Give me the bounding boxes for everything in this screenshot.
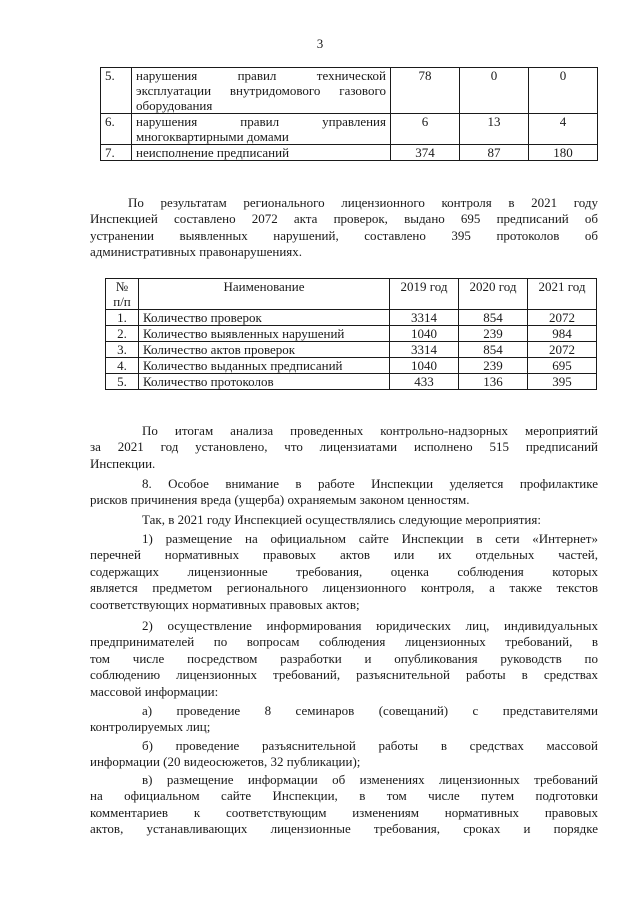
value-2020: 239 bbox=[459, 358, 528, 374]
prevention-paragraph: 8. Особое внимание в работе Инспекции уделяется профилактике рисков причинения вреда (ущерба) охраняемым законом ценностям. bbox=[90, 476, 598, 508]
measure-2c-paragraph: в) размещение информации об изменениях лицензионных требований на официальном сайте Инспекции, в том числе путем подготовки комментариев к соответствующим изменениям нормативных правовых актов, устанавливающих лицензионные требования, сроках и порядке bbox=[90, 772, 598, 837]
table-row bbox=[106, 374, 597, 390]
value-2019: 3314 bbox=[390, 342, 459, 358]
row-number: 4. bbox=[106, 358, 139, 374]
analysis-paragraph: По итогам анализа проведенных контрольно-надзорных мероприятий за 2021 год установлено, что лицензиатами исполнено 515 предписаний Инспекции. bbox=[90, 423, 598, 471]
measure-2b-paragraph: б) проведение разъяснительной работы в средствах массовой информации (20 видеосюжетов, 32 публикации); bbox=[90, 738, 598, 770]
table-header-row bbox=[106, 279, 597, 310]
row-name: Количество проверок bbox=[139, 310, 390, 326]
header-year-2020: 2020 год bbox=[459, 279, 528, 310]
value-2019: 433 bbox=[390, 374, 459, 390]
value-2021: 395 bbox=[528, 374, 597, 390]
header-year-2019: 2019 год bbox=[390, 279, 459, 310]
header-number: № п/п bbox=[106, 279, 139, 310]
value-2021: 695 bbox=[528, 358, 597, 374]
row-description: нарушения правил технической эксплуатации внутридомового газового оборудования bbox=[132, 68, 391, 114]
value-2019: 1040 bbox=[390, 326, 459, 342]
table-row bbox=[106, 358, 597, 374]
row-name: Количество актов проверок bbox=[139, 342, 390, 358]
header-name: Наименование bbox=[139, 279, 390, 310]
table-row bbox=[106, 342, 597, 358]
value-2020: 136 bbox=[459, 374, 528, 390]
table-row bbox=[101, 145, 598, 161]
row-number: 1. bbox=[106, 310, 139, 326]
table-row bbox=[101, 68, 598, 114]
value-2020: 854 bbox=[459, 310, 528, 326]
row-number: 3. bbox=[106, 342, 139, 358]
value-2020: 239 bbox=[459, 326, 528, 342]
value-2021: 984 bbox=[528, 326, 597, 342]
row-description: нарушения правил управления многоквартирными домами bbox=[132, 114, 391, 145]
value-2021: 2072 bbox=[528, 342, 597, 358]
measure-2-paragraph: 2) осуществление информирования юридических лиц, индивидуальных предпринимателей по вопросам соблюдения лицензионных требований, в том числе посредством разработки и опубликования руководств по соблюдению лицензионных требований, разъяснительной работы в средствах массовой информации: bbox=[90, 618, 598, 699]
value-2020: 854 bbox=[459, 342, 528, 358]
violations-table bbox=[100, 67, 598, 161]
measure-2a-paragraph: а) проведение 8 семинаров (совещаний) с представителями контролируемых лиц; bbox=[90, 703, 598, 735]
value-2020: 87 bbox=[460, 145, 529, 161]
value-2020: 0 bbox=[460, 68, 529, 114]
measure-1-paragraph: 1) размещение на официальном сайте Инспекции в сети «Интернет» перечней нормативных правовых актов или их отдельных частей, содержащих лицензионные требования, оценка соблюдения которых является предметом регионального лицензионного контроля, а также текстов соответствующих нормативных правовых актов; bbox=[90, 531, 598, 612]
row-name: Количество выданных предписаний bbox=[139, 358, 390, 374]
value-2021: 0 bbox=[529, 68, 598, 114]
value-2019: 1040 bbox=[390, 358, 459, 374]
value-2019: 78 bbox=[391, 68, 460, 114]
row-number: 2. bbox=[106, 326, 139, 342]
measures-intro-paragraph: Так, в 2021 году Инспекцией осуществлялись следующие мероприятия: bbox=[142, 512, 541, 527]
row-number: 6. bbox=[101, 114, 132, 145]
header-year-2021: 2021 год bbox=[528, 279, 597, 310]
value-2019: 6 bbox=[391, 114, 460, 145]
results-paragraph: По результатам регионального лицензионного контроля в 2021 году Инспекцией составлено 2072 акта проверок, выдано 695 предписаний об устранении выявленных нарушений, составлено 395 протоколов об административных правонарушениях. bbox=[90, 195, 598, 260]
table-row bbox=[106, 326, 597, 342]
value-2020: 13 bbox=[460, 114, 529, 145]
value-2021: 2072 bbox=[528, 310, 597, 326]
value-2019: 374 bbox=[391, 145, 460, 161]
statistics-table bbox=[105, 278, 597, 390]
table-row bbox=[106, 310, 597, 326]
row-name: Количество выявленных нарушений bbox=[139, 326, 390, 342]
row-number: 5. bbox=[101, 68, 132, 114]
value-2019: 3314 bbox=[390, 310, 459, 326]
row-description: неисполнение предписаний bbox=[132, 145, 391, 161]
table-row bbox=[101, 114, 598, 145]
row-number: 5. bbox=[106, 374, 139, 390]
row-name: Количество протоколов bbox=[139, 374, 390, 390]
row-number: 7. bbox=[101, 145, 132, 161]
value-2021: 180 bbox=[529, 145, 598, 161]
value-2021: 4 bbox=[529, 114, 598, 145]
page-number: 3 bbox=[316, 36, 324, 51]
